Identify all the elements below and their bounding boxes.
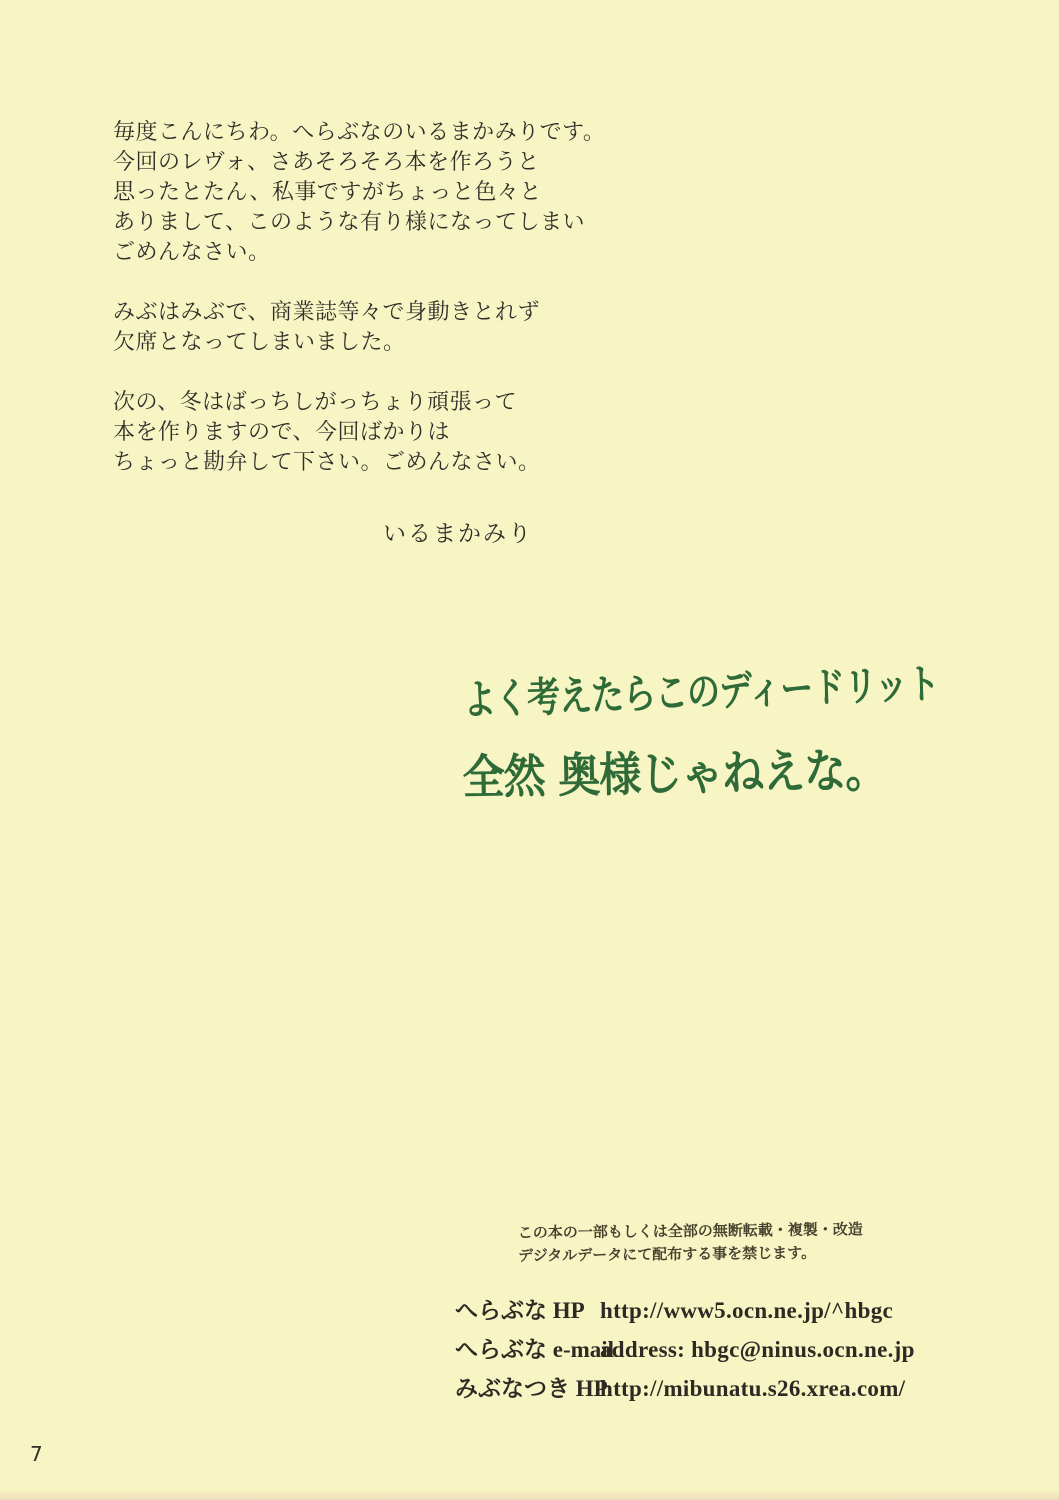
handwritten-green-note bbox=[462, 658, 940, 805]
letter-line: 欠席となってしまいました。 bbox=[113, 330, 406, 355]
letter-line: ありまして、このような有り様になってしまい bbox=[113, 210, 586, 235]
contact-label: へらぶな e-mail bbox=[455, 1337, 615, 1362]
letter-line: ちょっと勘弁して下さい。ごめんなさい。 bbox=[113, 450, 541, 475]
contact-info-block bbox=[455, 1292, 915, 1409]
letter-paragraph-3 bbox=[113, 388, 673, 478]
page-number: 7 bbox=[30, 1442, 43, 1466]
letter-line: ごめんなさい。 bbox=[113, 240, 271, 265]
contact-url: http://mibunatu.s26.xrea.com/ bbox=[600, 1376, 906, 1401]
contact-row-herabuna-hp bbox=[455, 1292, 915, 1331]
letter-line: みぶはみぶで、商業誌等々で身動きとれず bbox=[113, 300, 541, 325]
contact-label: へらぶな HP bbox=[455, 1298, 585, 1323]
letter-line: 思ったとたん、私事ですがちょっと色々と bbox=[113, 180, 542, 205]
contact-row-herabuna-email bbox=[455, 1331, 915, 1370]
author-signature: いるまかみり bbox=[383, 521, 533, 547]
letter-line: 毎度こんにちわ。へらぶなのいるまかみりです。 bbox=[113, 120, 606, 145]
letter-paragraph-1 bbox=[113, 118, 673, 268]
green-note-line-2: 全然 奥様じゃねえな。 bbox=[462, 742, 887, 805]
handwritten-copyright-note bbox=[518, 1218, 863, 1268]
letter-line: 今回のレヴォ、さあそろそろ本を作ろうと bbox=[113, 150, 540, 175]
copyright-line-2: デジタルデータにて配布する事を禁じます。 bbox=[518, 1243, 817, 1265]
contact-label: みぶなつき HP bbox=[455, 1376, 608, 1401]
copyright-line-1: この本の一部もしくは全部の無断転載・複製・改造 bbox=[517, 1220, 863, 1242]
letter-line: 次の、冬はばっちしがっちょり頑張って bbox=[113, 390, 518, 415]
letter-line: 本を作りますので、今回ばかりは bbox=[113, 420, 451, 445]
afterword-letter bbox=[113, 118, 673, 508]
letter-paragraph-2 bbox=[113, 298, 673, 358]
page-bottom-edge bbox=[0, 1489, 1059, 1500]
contact-row-mibunatsuki-hp bbox=[455, 1370, 915, 1409]
contact-email: address: hbgc@ninus.ocn.ne.jp bbox=[600, 1337, 915, 1362]
contact-url: http://www5.ocn.ne.jp/^hbgc bbox=[600, 1298, 894, 1323]
green-note-line-1: よく考えたらこのディードリット bbox=[462, 658, 940, 725]
